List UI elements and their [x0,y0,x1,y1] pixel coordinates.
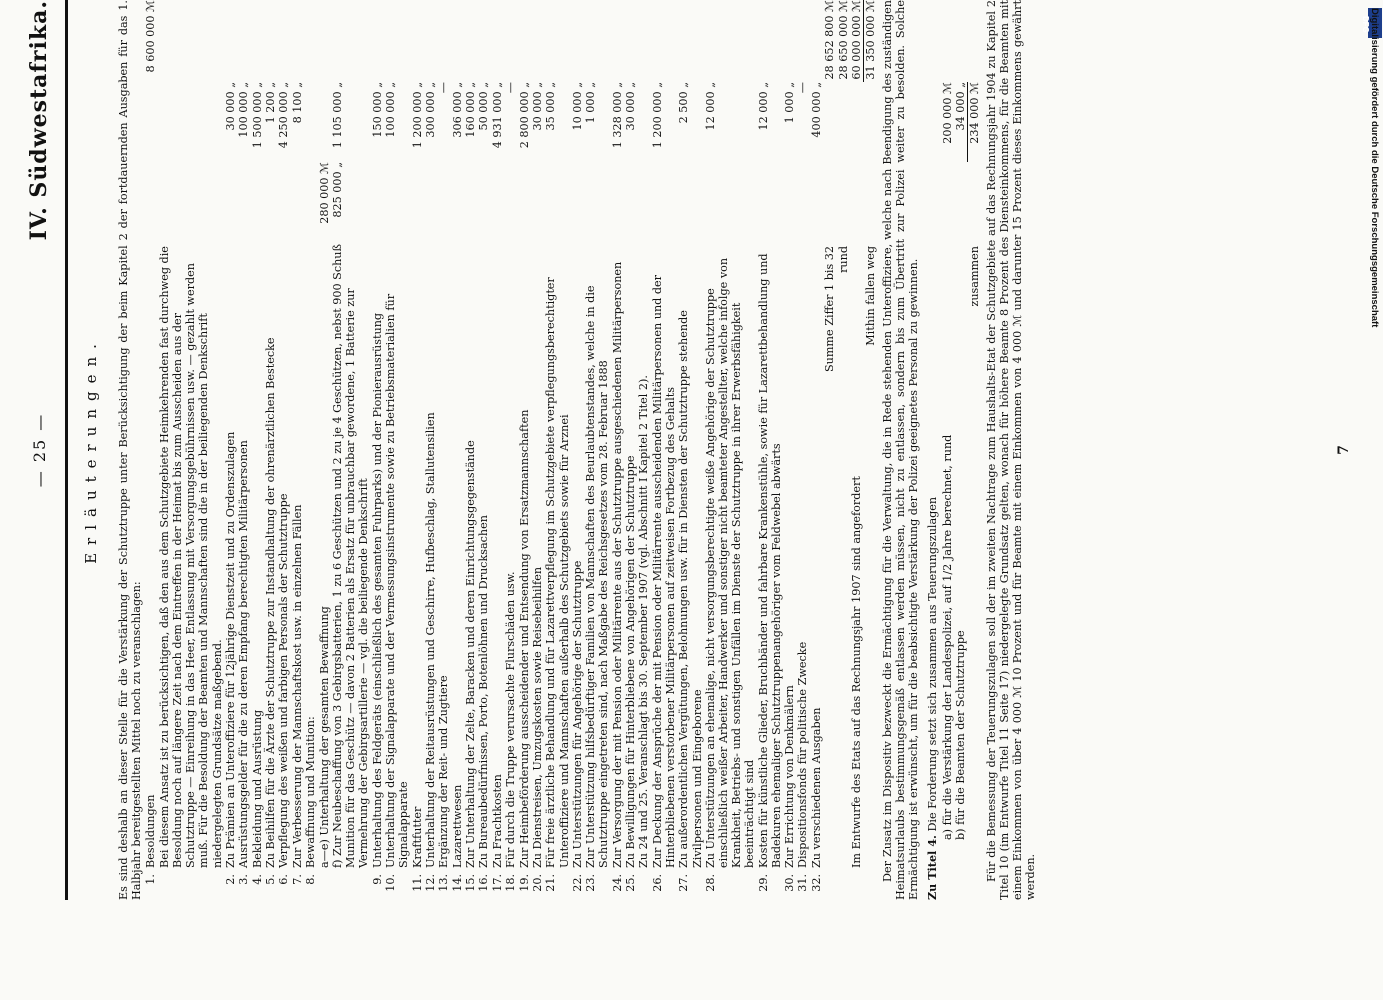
expense-item [544,0,570,900]
item-number: 13. [437,874,451,892]
item-number: 19. [517,874,531,892]
item-amount: 30 000 „ [223,82,237,131]
expense-item [318,0,331,900]
titel4-text: Die Forderung setzt sich zusammen aus Teuerungszulagen [926,496,940,832]
item-amount: 4 931 000 „ [490,82,504,149]
item-number: 26. [650,874,664,892]
page-number: — 25 — [30,412,49,488]
item-number: 15. [464,874,478,892]
item-text: Zu außerordentlichen Vergütungen, Belohnungen usw. für in Diensten der Schutztruppe stehende Zivilpersonen und Eingeborene [677,310,704,868]
expense-item [158,0,224,900]
item-number: 25. [624,874,638,892]
item-amount: 2 500 „ [677,82,691,124]
item-number: 17. [490,874,504,892]
item-text: Zur Unterstützung hilfsbedürftiger Familien von Mannschaften des Beurlaubtenstandes, welche in die Schutztruppe eingetreten sind, nach Maßgabe des Reichsgesetzes vom 28. Februar 1888 [584,285,611,868]
item-number: 4. [250,874,264,885]
item-text: Lazarettwesen [450,784,464,868]
item-text: Bekleidung und Ausrüstung [250,709,264,868]
expense-item [304,0,317,900]
expense-item [277,0,290,900]
item-number: 29. [756,874,770,892]
expense-item [571,0,584,900]
expense-item [291,0,304,900]
expense-item [224,0,237,900]
item-amount: 30 000 „ [531,82,545,131]
item-text: Bewaffnung und Munition: [304,716,318,868]
item-amount: — [796,82,810,94]
item-number: 5. [264,874,278,885]
item-text: Unterhaltung der Signalapparate und der Vermessungsinstrumente sowie zu Betriebsmaterialien für Signalapparate [384,293,411,868]
expense-item [144,0,157,900]
item-amount: 1 200 „ [264,82,278,124]
item-number: 20. [531,874,545,892]
item-text: Zu Bewilligungen für Hinterbliebene von Angehörigen der Schutztruppe [624,455,638,868]
item-text: Kosten für künstliche Glieder, Bruchbänder und fahrbare Krankenstühle, sowie für Lazarettbehandlung und Badekuren ehemaliger Schutztruppenangehöriger vom Feldwebel abwärts [756,253,783,868]
item-amount: 1 200 000 „ [410,82,424,149]
item-amount: 50 000 „ [477,82,491,131]
item-number: 32. [809,874,823,892]
expense-item [518,0,531,900]
titel4-a: a) für die Verstärkung der Landespolizei, auf 1/2 Jahre berechnet, rund 200 000 ℳ [940,82,954,840]
item-amount: 10 000 „ [570,82,584,131]
weg-row: Mithin fallen weg 31 350 000 ℳ [864,0,878,346]
titel4-heading: Zu Titel 4. [925,835,940,900]
expense-item [783,0,796,900]
expense-item [384,0,410,900]
item-text: Zu Beihilfen für die Ärzte der Schutztruppe zur Instandhaltung der ohrenärztlichen Bestecke [264,337,278,868]
item-number: 1. [144,874,158,885]
item-text: Ausrüstungsgelder für die zu deren Empfang berechtigten Militärpersonen [237,440,251,868]
item-amount: 35 000 „ [544,82,558,131]
item-amount: 100 000 „ [384,82,398,138]
expense-item [637,0,650,900]
item-amount: 1 000 „ [584,82,598,124]
page-header [21,0,61,900]
rund-row: rund 28 650 000 ℳ [836,0,850,273]
item-amount: — [437,82,451,94]
item-amount: 2 800 000 „ [517,82,531,149]
expense-item [504,0,517,900]
item-amount: — [504,82,518,94]
item-amount: 30 000 „ [624,82,638,131]
item-text: Zu Unterstützungen an ehemalige, nicht versorgungsberechtigte weiße Angehörige der Schutztruppe einschließlich weißer Arbeiter, Handwerker und sonstiger nicht beamteter Angestellter, welche infolge von Krankheit, Betriebs- und sonstigen Unfällen im Dienste der Schutztruppe in ihrer Erwerbsfähigkeit beeinträchtigt sind [703,257,757,868]
expense-item [477,0,490,900]
item-text: Zu Dienstreisen, Umzugskosten sowie Reisebeihilfen [531,566,545,868]
item-text: Zur Unterhaltung der Zelte, Baracken und deren Einrichtungsgegenstände [464,440,478,868]
item-amount: 150 000 „ [370,82,384,138]
item-text: Für freie ärztliche Behandlung und für Lazarettverpflegung im Schutzgebiete verpflegungsberechtigter Unteroffiziere und Mannschaften außerhalb des Schutzgebiets sowie für Arznei [544,277,571,868]
item-number: 14. [450,874,464,892]
expense-item [704,0,757,900]
page-heading: Erläuterungen. [82,336,100,564]
item-number: 18. [504,874,518,892]
item-number: 27. [677,874,691,892]
item-text: Zu Bureaubedürfnissen, Porto, Botenlöhnen und Drucksachen [477,515,491,868]
item-amount: 825 000 „ [331,162,345,218]
item-number: 10. [384,874,398,892]
item-number: 3. [237,874,251,885]
expense-item [371,0,384,900]
header-rule [65,0,68,900]
item-text: Zur Errichtung von Denkmälern [783,685,797,868]
expense-item [251,0,264,900]
item-amount: 1 500 000 „ [250,82,264,149]
zusatz-paragraph: Der Zusatz im Dispositiv bezweckt die Ermächtigung für die Verwaltung, die in Rede stehenden Unteroffiziere, welche nach Beendigung des zuständigen Heimatsurlaubs bestimmungsgemäß entlassen werden müssen, nicht zu entlassen, sondern bis zum Übertritt zur Polizei weiter zu besolden. Solche Ermächtigung ist erwünscht, um für die beabsichtigte Verstärkung der Polizei geeignetes Personal zu gewinnen. [880,0,921,900]
item-text: Zu Frachtkosten [490,774,504,868]
entwurf-row: Im Entwurfe des Etats auf das Rechnungsjahr 1907 sind angefordert 60 000 000 ℳ [850,0,864,868]
expense-item [451,0,464,900]
item-number: 28. [703,874,717,892]
expense-item [651,0,677,900]
item-number: 30. [783,874,797,892]
item-text: Besoldungen [144,794,158,868]
item-amount: 280 000 ℳ [317,162,331,224]
expense-item [611,0,624,900]
item-text: Zur Deckung der Ansprüche der mit Pension oder Militärrente ausscheidenden Militärpersonen und der Hinterbliebenen verstorbener Militärpersonen auf zeitweisen Fortbezug des Gehalts [650,275,678,868]
item-number: 7. [290,874,304,885]
item-amount: 8 600 000 ℳ [144,0,158,73]
item-text: Unterhaltung des Feldgeräts (einschließlich des gesamten Fuhrparks) und der Pionierausrüstung [370,312,384,868]
item-amount: 8 100 „ [290,82,304,124]
expense-item [757,0,783,900]
item-amount: 1 105 000 „ [331,82,345,149]
titel4-b: b) für die Beamten der Schutztruppe 34 000 „ [953,82,967,840]
item-number: 9. [370,874,384,885]
item-number: 16. [477,874,491,892]
final-paragraph: Für die Bemessung der Teuerungszulagen soll der im zweiten Nachtrage zum Haushalts-Etat der Schutzgebiete auf das Rechnungsjahr 1904 zu Kapitel 2 Titel 10 (im Entwurfe Titel 11 Seite 17) niedergelegte Grundsatz gelten, wonach für höhere Beamte 8 Prozent des Diensteinkommens, für die Beamten mit einem Einkommen von über 4 000 ℳ 10 Prozent und für Beamte mit einem Einkommen von 4 000 ℳ und darunter 15 Prozent dieses Einkommens gewährt werden. [984,0,1038,900]
intro-paragraph: Es sind deshalb an dieser Stelle für die Verstärkung der Schutztruppe unter Berücksichtigung der beim Kapitel 2 der fortdauernden Ausgaben für das 1. Halbjahr bereitgestellten Mittel noch zu veranschlagen: [117,0,144,900]
item-text: Bei diesem Ansatz ist zu berücksichtigen, daß den aus dem Schutzgebiete Heimkehrenden fast durchweg die Besoldung noch auf längere Zeit nach dem Eintreffen in der Heimat bis zum Ausscheiden aus der Schutztruppe — Einreihung in das Heer, Entlassung mit Versorgungsgebührnissen usw. — gezahlt werden muß. Für die Besoldung der Beamten und Mannschaften sind die in der beiliegenden Denkschrift niedergelegten Grundsätze maßgebend. [157,246,224,868]
expense-item [531,0,544,900]
item-amount: 160 000 „ [464,82,478,138]
item-text: Ergänzung der Reit- und Zugtiere [437,675,451,868]
expense-item [624,0,637,900]
item-number: 21. [544,874,558,892]
expense-item [437,0,450,900]
item-text: Zur Verbesserung der Mannschaftskost usw. in einzelnen Fällen [290,504,304,868]
expense-item [424,0,437,900]
item-amount: 400 000 „ [809,82,823,138]
item-number: 31. [796,874,810,892]
item-amount: 306 000 „ [450,82,464,138]
expense-item [677,0,703,900]
item-amount: 1 328 000 „ [610,82,624,149]
item-number: 11. [410,874,424,892]
item-text: f) Zur Neubeschaffung von 3 Gebirgsbatterien, 1 zu 6 Geschützen und 2 zu je 4 Geschützen, nebst 900 Schuß Munition für das Geschütz — davon 2 Batterien als Ersatz für unbrauchbar gewordene, 1 Batterie zur Vermehrung der Gebirgsartillerie — vgl. die beiliegende Denkschrift [331,244,371,868]
expense-item [237,0,250,900]
item-text: Unterhaltung der Reitausrüstungen und Geschirre, Hufbeschlag, Stallutensilien [423,412,437,868]
item-text: a—e) Unterhaltung der gesamten Bewaffnung [317,606,331,868]
item-number: 23. [584,874,598,892]
item-text: Für durch die Truppe verursachte Flurschäden usw. [504,571,518,868]
item-amount: 1 200 000 „ [650,82,664,149]
expense-items [144,0,823,900]
expense-item [810,0,823,900]
item-amount: 300 000 „ [423,82,437,138]
dfg-logo: DFG [1368,8,1382,38]
item-text: Verpflegung des weißen und farbigen Personals der Schutztruppe [277,493,291,868]
item-text: Zu 24 und 25. Veranschlagt bis 30. September 1907 (vgl. Abschnitt I Kapitel 2 Titel 2). [637,375,651,868]
item-amount: 12 000 „ [756,82,770,131]
sum-row: Summe Ziffer 1 bis 32 28 652 800 ℳ [823,0,837,373]
digitization-credit: Digitalisierung gefördert durch die Deutsche Forschungsgemeinschaft [1369,8,1380,328]
rotated-document-page [21,0,1351,900]
item-amount: 1 000 „ [783,82,797,124]
item-amount: 4 250 000 „ [277,82,291,149]
item-number: 24. [610,874,624,892]
expense-item [264,0,277,900]
item-number: 22. [570,874,584,892]
expense-item [331,0,371,900]
expense-item [584,0,610,900]
item-number: 6. [277,874,291,885]
item-text: Zu Unterstützungen für Angehörige der Schutztruppe [570,560,584,868]
expense-item [411,0,424,900]
footer-mark: 7 [1336,445,1353,455]
item-amount: 100 000 „ [237,82,251,138]
titel4-zusammen: zusammen 234 000 ℳ [968,82,982,307]
item-number: 8. [304,874,318,885]
item-number: 12. [423,874,437,892]
item-number: 2. [223,874,237,885]
item-amount: 12 000 „ [703,82,717,131]
expense-item [464,0,477,900]
titel4-block [926,0,981,900]
expense-item [796,0,809,900]
item-text: Zu Prämien an Unteroffiziere für 12jährige Dienstzeit und zu Ordenszulagen [223,431,237,868]
item-text: Kraftfutter [410,806,424,868]
content-column [117,0,1038,900]
item-text: Zur Versorgung der mit Pension oder Militärrente aus der Schutztruppe ausgeschiedenen Militärpersonen [610,261,624,868]
item-text: Zu verschiedenen Ausgaben [809,707,823,868]
expense-item [491,0,504,900]
item-text: Zur Heimbeförderung ausscheidender und Entsendung von Ersatzmannschaften [517,409,531,868]
section-title: IV. Südwestafrika. [26,0,52,241]
item-text: Dispositionsfonds für politische Zwecke [796,641,810,868]
